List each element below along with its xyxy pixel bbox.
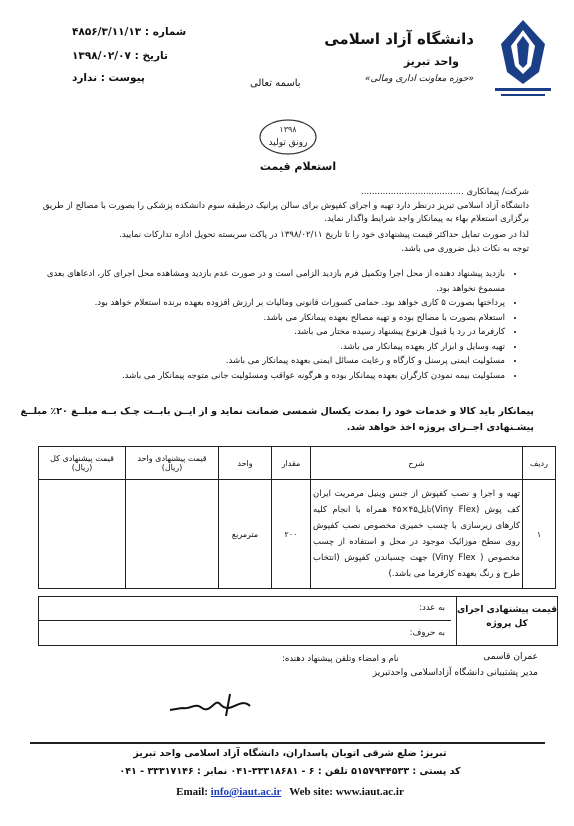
footer-address: تبریز: ضلع شرقی اتوبان پاسداران، دانشگاه آزاد اسلامی واحد تبریز [133, 748, 447, 759]
totals-box [38, 596, 558, 646]
footer-contacts: کد پستی : ۵۱۵۷۹۴۴۵۳۳ تلفن : ۶ - ۳۳۳۱۸۶۸۱-۰۴۱ نمابر : ۳۳۳۱۷۱۴۶ - ۰۴۱ [119, 766, 461, 777]
letter-date: تاریخ : ۱۳۹۸/۰۲/۰۷ [72, 50, 168, 62]
cell-unit-price[interactable] [126, 480, 219, 589]
condition-item: • پرداختها بصورت ۵ کاری خواهد بود. حمامی کسورات قانونی ومالیات بر ارزش افزوده بعهده برنده استعلام خواهد بود. [30, 296, 505, 311]
notes-title: توجه به نکات ذیل ضروری می باشد. [401, 244, 529, 254]
condition-item: • کارفرما در رد یا قبول هرنوع پیشنهاد رسیده مختار می باشد. [30, 325, 505, 340]
stamp-slogan: رونق تولید [268, 138, 308, 148]
university-name: دانشگاه آزاد اسلامی [324, 30, 474, 48]
condition-item: • مسئولیت ایمنی پرسنل و کارگاه و رعایت مسائل ایمنی بعهده پیمانکار می باشد. [30, 354, 505, 369]
items-table [38, 446, 556, 589]
email-link[interactable]: info@iaut.ac.ir [210, 786, 282, 798]
totals-digits-field[interactable]: به عدد: [39, 597, 451, 621]
stamp-year: ۱۳۹۸ [279, 125, 297, 134]
signature-icon [160, 686, 260, 726]
intro-paragraph: دانشگاه آزاد اسلامی تبریز درنظر دارد تهیه و اجرای کفپوش برای سالن پرانیک درطبقه سوم دانشکده پزشکی را بصورت با مصالح از طریق برگزاری استعلام بهاء به پیمانکار واجد شرایط واگذار نماید. [42, 201, 529, 224]
col-header-total-price: قیمت پیشنهادی کل (ریال) [39, 447, 126, 480]
deputy-name: «حوزه معاونت اداری ومالی» [364, 74, 474, 84]
cell-quantity: ۲۰۰ [272, 480, 311, 589]
bidder-signature-label: نام و امضاء وتلفن پیشنهاد دهنده: [282, 654, 399, 664]
totals-label-line1: قیمت پیشنهادی اجرای [457, 605, 557, 615]
totals-label-line2: کل پروژه [486, 619, 528, 629]
signatory-name: عمران قاسمی [483, 652, 538, 662]
signatory-role: مدیر پشتیبانی دانشگاه آزاداسلامی واحدتبریز [372, 668, 538, 678]
footer-web: Email: info@iaut.ac.ir Web site: www.iaut.ac.ir [176, 786, 404, 798]
footer-divider [30, 742, 545, 744]
condition-item: • مسئولیت بیمه نمودن کارگران بعهده پیمانکار بوده و هرگونه عواقب ومسئولیت جانی متوجه پیمانکار می باشد. [30, 369, 505, 384]
company-line: شرکت/ پیمانکاری ...................................... [361, 187, 529, 197]
col-header-row: ردیف [523, 447, 556, 480]
university-logo-icon [487, 14, 559, 104]
letter-number: شماره : ۴۸۵۶/۳/۱۱/۱۳ [72, 26, 187, 38]
guarantee-note: پیمانکار باید کالا و خدمات خود را بمدت یکسال شمسی ضمانت نماید و از ایــن بابــت چـک بــه مبلــغ ۲۰٪ مبلــغ پیشـنهادی اجــرای پروژه اخذ خواهد شد. [20, 406, 534, 433]
col-header-desc: شرح [311, 447, 523, 480]
condition-item: • تهیه وسایل و ابزار کار بعهده پیمانکار می باشد. [30, 340, 505, 355]
website-link[interactable]: www.iaut.ac.ir [335, 786, 404, 798]
cell-description: تهیه و اجرا و نصب کفپوش از جنس وینیل مرمریت ایران کف پوش (Viny Flex)تایل۴۵×۴۵ همراه با انجام کلیه کارهای زیرسازی با چسب خمیری مخصوص نصب کفپوش روی سطح موزائیک موجود در محل و استفاده از چسب مخصوص ( Viny Flex) جهت چسباندن کفپوش (انتخاب طرح و رنگ بعهده کارفرما می باشد.) [311, 480, 523, 589]
col-header-qty: مقدار [272, 447, 311, 480]
deadline-paragraph: لذا در صورت تمایل حداکثر قیمت پیشنهادی خود را تا تاریخ ۱۳۹۸/۰۲/۱۱ در پاکت سربسته تحویل اداره تدارکات نمایید. [119, 230, 529, 240]
cell-row-number: ۱ [523, 480, 556, 589]
branch-name: واحد تبریز [403, 55, 459, 68]
invocation: باسمه تعالی [250, 78, 301, 89]
condition-item: • استعلام بصورت با مصالح بوده و تهیه مصالح بعهده پیمانکار می باشد. [30, 311, 505, 326]
totals-words-field[interactable]: به حروف: [409, 628, 445, 638]
totals-label-cell [456, 597, 557, 645]
col-header-unit-price: قیمت پیشنهادی واحد (ریال) [126, 447, 219, 480]
condition-item: • بازدید پیشنهاد دهنده از محل اجرا وتکمیل فرم بازدید الزامی است و در صورت عدم بازدید ومشاهده محل اجرای کار، ادعاهای بعدی مسموع نخواهد بود. [30, 267, 505, 296]
table-row [39, 480, 556, 589]
cell-total-price[interactable] [39, 480, 126, 589]
col-header-unit: واحد [219, 447, 272, 480]
letter-attachment: پیوست : ندارد [72, 72, 145, 84]
production-stamp [258, 118, 318, 156]
page-title: استعلام قیمت [259, 160, 337, 173]
conditions-list [30, 267, 519, 383]
cell-unit: مترمربع [219, 480, 272, 589]
